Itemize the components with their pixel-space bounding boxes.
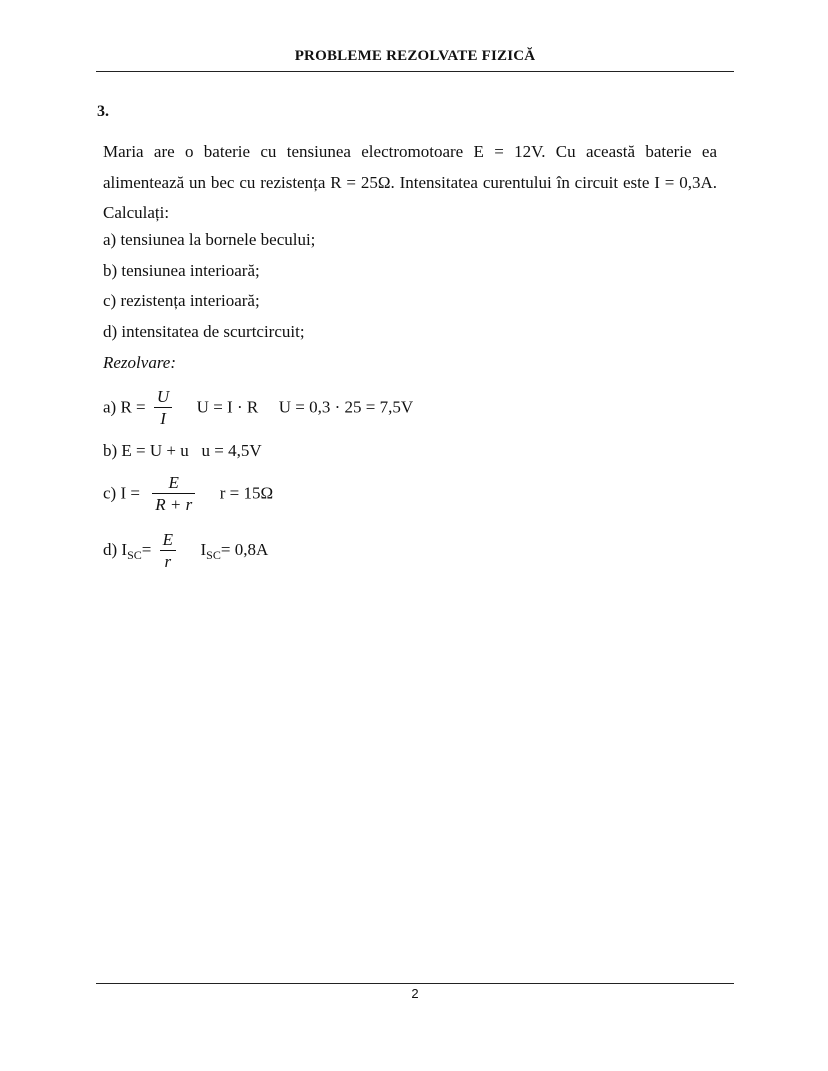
solution-d-fraction <box>160 530 176 573</box>
fraction-numerator: E <box>168 473 179 492</box>
solution-d <box>103 530 268 573</box>
footer-rule <box>96 983 734 984</box>
question-a: a) tensiunea la bornele becului; <box>103 230 316 249</box>
solution-heading: Rezolvare: <box>103 353 177 372</box>
fraction-numerator: E <box>162 530 173 549</box>
solution-c <box>103 473 273 516</box>
page-number: 2 <box>411 986 419 1001</box>
fraction-numerator: U <box>156 387 170 406</box>
solution-a <box>103 387 413 430</box>
fraction-denominator: I <box>154 407 172 430</box>
solution-d-prefix: d) $I_{SC}=$ <box>103 540 152 563</box>
solution-d-result: $I_{SC}= 0,8A$ <box>200 540 269 563</box>
fraction-denominator: r <box>160 550 176 573</box>
problem-statement: Maria are o baterie cu tensiunea electromotoare E = 12V. Cu această baterie ea alimentează un bec cu rezistența R = 25Ω. Intensitatea curentului în circuit este I = 0,3A. Calculați: <box>103 142 717 222</box>
question-c: c) rezistența interioară; <box>103 291 260 310</box>
solution-b: b) E = U + u u = 4,5V <box>103 441 262 460</box>
problem-number: 3. <box>97 103 109 120</box>
page-header: PROBLEME REZOLVATE FIZICĂ <box>294 48 536 64</box>
question-d: d) intensitatea de scurtcircuit; <box>103 322 305 341</box>
solution-a-eq1: U = I · R <box>196 397 259 417</box>
question-b: b) tensiunea interioară; <box>103 261 260 280</box>
solution-c-fraction <box>152 473 195 516</box>
solution-a-eq2: U = 0,3 · 25 = 7,5V <box>278 397 414 417</box>
solution-a-prefix: a) R = <box>103 397 146 417</box>
fraction-denominator: R + r <box>152 493 195 516</box>
solution-c-prefix: c) I = <box>103 483 140 503</box>
header-rule <box>96 71 734 72</box>
solution-a-fraction <box>154 387 172 430</box>
solution-c-result: r = 15Ω <box>219 483 274 503</box>
